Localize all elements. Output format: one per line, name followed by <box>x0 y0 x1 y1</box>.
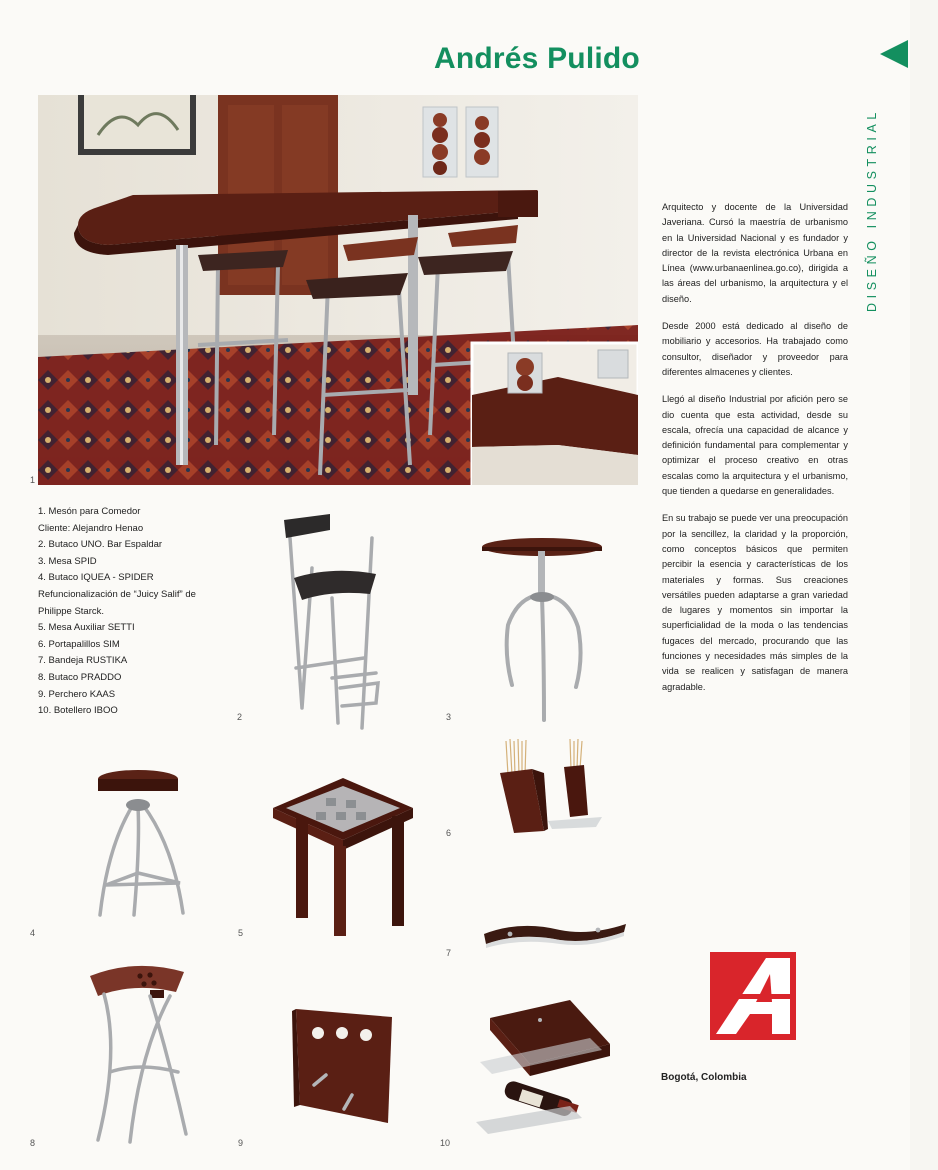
caption-line: 3. Mesa SPID <box>38 555 97 567</box>
product-bar-stool-uno <box>272 508 392 733</box>
section-tab-marker-icon <box>880 40 908 68</box>
caption-line: Refuncionalización de “Juicy Salif” de <box>38 588 196 600</box>
article-paragraph: Arquitecto y docente de la Universidad Javeriana. Cursó la maestría de urbanismo en la Universidad Nacional y es fundador y director de la revista electrónica Urbana en Línea (www.urbanaenlinea.go.co), dirigida a las áreas del urbanismo, la arquitectura y el diseño. <box>662 202 848 304</box>
caption-line: 9. Perchero KAAS <box>38 688 116 700</box>
article-paragraph: Llegó al diseño Industrial por afición pero se dio cuenta que esta actividad, desde su escala, ofrecía una capacidad de alcance y definición fundamental para complementar y optimizar el proceso creativo en otras escalas como la arquitectura y el urbanismo, que tienden a quedarse en generalidades. <box>662 394 848 497</box>
caption-line: 5. Mesa Auxiliar SETTI <box>38 622 135 634</box>
section-label-text: DISEÑO INDUSTRIAL <box>865 108 879 312</box>
figure-number-2: 2 <box>237 712 243 722</box>
dining-counter-illustration <box>38 95 638 485</box>
product-tray-rustika <box>480 916 630 948</box>
caption-line: 2. Butaco UNO. Bar Espaldar <box>38 539 163 551</box>
logo-a-mark-icon <box>710 952 796 1040</box>
figure-number-4: 4 <box>30 928 36 938</box>
caption-line: Philippe Starck. <box>38 605 105 617</box>
caption-line: 7. Bandeja RUSTIKA <box>38 655 128 667</box>
caption-line: 4. Butaco IQUEA - SPIDER <box>38 572 154 584</box>
figure-number-7: 7 <box>446 948 452 958</box>
page-title: Andrés Pulido <box>434 42 640 75</box>
caption-line: Cliente: Alejandro Henao <box>38 522 144 534</box>
figure-number-1: 1 <box>30 475 36 485</box>
figure-number-3: 3 <box>446 712 452 722</box>
photo-dining-counter <box>38 95 638 485</box>
article-paragraph: En su trabajo se puede ver una preocupación por la sencillez, la claridad y la proporción, como conceptos básicos que permiten percibir la esencia y características de los materiales y formas. Sus creaciones versátiles pueden adaptarse a gran variedad de lugares y momentos sin importar la superficialidad de la moda o las tendencias fugaces del mercado, procurando que las funciones y necesidades más simples de la vida se realicen y satisfagan de manera agradable. <box>662 513 848 692</box>
product-toothpick-holder-sim <box>492 735 602 835</box>
section-label <box>852 95 892 325</box>
product-bottle-rack-iboo <box>470 998 620 1138</box>
product-table-spid <box>478 535 608 730</box>
product-stool-praddo <box>80 962 195 1147</box>
location-label: Bogotá, Colombia <box>661 1072 747 1083</box>
caption-line: 1. Mesón para Comedor <box>38 506 141 517</box>
caption-line: 6. Portapalillos SIM <box>38 638 120 650</box>
caption-line: 8. Butaco PRADDO <box>38 671 122 683</box>
figure-number-6: 6 <box>446 828 452 838</box>
figure-number-10: 10 <box>440 1138 451 1148</box>
product-side-table-setti <box>268 778 418 938</box>
figure-number-5: 5 <box>238 928 244 938</box>
caption-line: 10. Botellero IBOO <box>38 705 118 717</box>
caption-list <box>38 504 238 720</box>
figure-number-9: 9 <box>238 1138 244 1148</box>
product-coat-rack-kaas <box>292 1005 402 1130</box>
product-stool-spider <box>88 765 198 925</box>
article-paragraph: Desde 2000 está dedicado al diseño de mobiliario y accesorios. Ha trabajado como consultor, diseñador y proveedor para diferentes almacenes y clientes. <box>662 321 848 377</box>
article-body <box>662 200 848 707</box>
figure-number-8: 8 <box>30 1138 36 1148</box>
